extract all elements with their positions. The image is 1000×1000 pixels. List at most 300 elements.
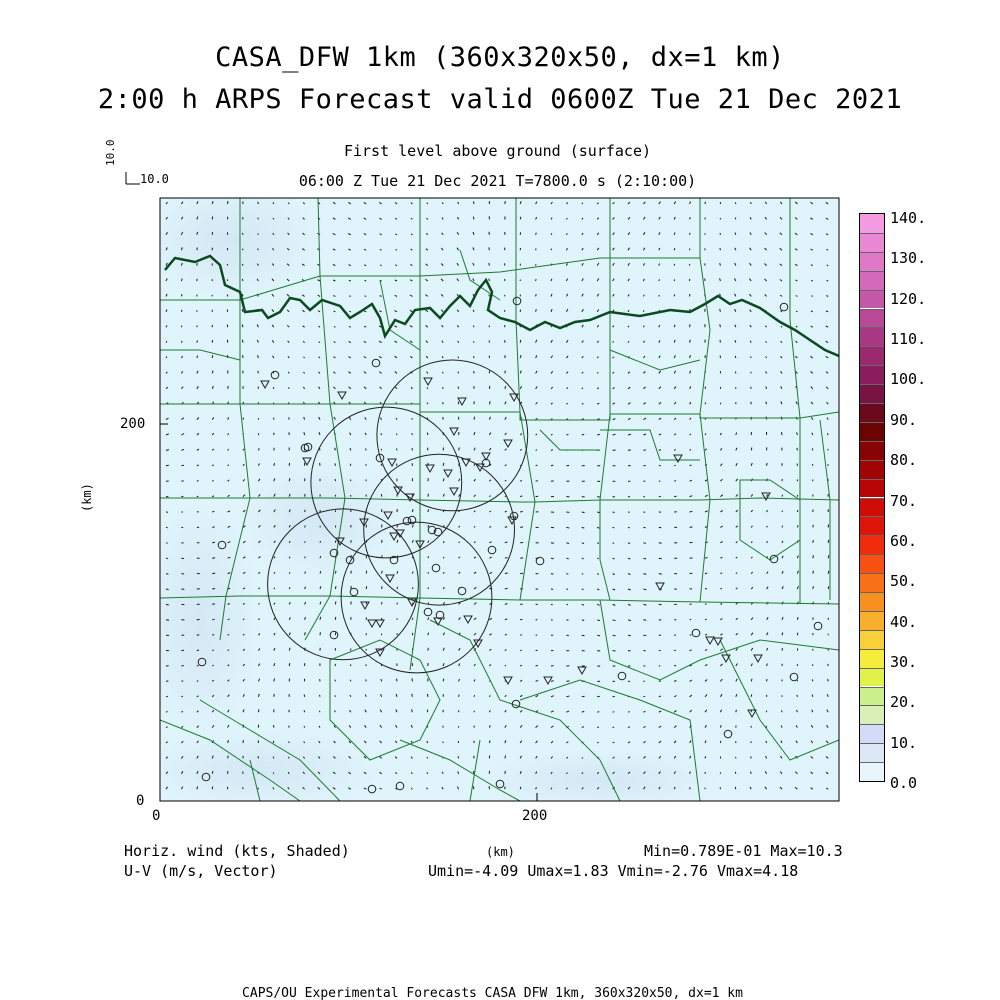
wind-vector	[566, 574, 568, 575]
colorbar-segment	[860, 611, 884, 630]
wind-vector	[489, 279, 490, 281]
field-legend-vector: U-V (m/s, Vector)	[124, 862, 278, 880]
wind-vector	[551, 450, 553, 451]
wind-vector	[412, 587, 413, 589]
wind-vector	[242, 340, 243, 343]
wind-vector	[566, 543, 569, 544]
wind-vector	[705, 756, 706, 758]
wind-vector	[551, 543, 554, 544]
wind-vector	[305, 510, 306, 512]
wind-vector	[274, 448, 275, 451]
colorbar-label: 50.	[890, 572, 918, 591]
field-legend-shaded: Horiz. wind (kts, Shaded)	[124, 842, 350, 860]
wind-vector	[335, 601, 336, 604]
wind-vector	[181, 310, 182, 312]
wind-vector	[228, 756, 229, 759]
wind-vector	[813, 525, 814, 528]
wind-vector	[720, 263, 721, 266]
wind-vector	[520, 340, 521, 343]
colorbar-segment	[860, 271, 884, 290]
wind-vector	[782, 526, 783, 528]
wind-vector	[242, 264, 243, 266]
wind-vector	[212, 589, 215, 590]
wind-vector	[365, 296, 367, 297]
reference-vector-u-label: 10.0	[140, 172, 169, 186]
wind-vector	[597, 727, 599, 728]
wind-vector	[474, 417, 475, 420]
wind-vector	[181, 465, 184, 466]
colorbar-segment	[860, 573, 884, 592]
wind-vector	[412, 509, 413, 512]
wind-vector	[720, 324, 721, 327]
wind-vector	[335, 571, 336, 574]
wind-vector	[412, 433, 413, 435]
wind-vector	[735, 218, 736, 220]
colorbar-segment	[860, 365, 884, 384]
wind-vector	[751, 202, 752, 204]
wind-vector	[643, 696, 645, 697]
wind-vector	[690, 527, 693, 528]
wind-vector	[351, 571, 352, 574]
wind-vector	[751, 694, 752, 696]
wind-vector	[166, 465, 169, 466]
wind-vector	[582, 620, 584, 621]
wind-vector	[582, 635, 585, 636]
wind-vector	[458, 372, 459, 374]
wind-vector	[505, 558, 508, 559]
wind-vector	[782, 432, 783, 435]
wind-vector	[305, 541, 306, 543]
wind-vector	[827, 280, 829, 281]
wind-vector	[289, 726, 290, 728]
wind-vector	[597, 497, 600, 498]
wind-vector	[397, 587, 398, 589]
wind-vector	[443, 679, 444, 682]
wind-vector	[643, 310, 644, 311]
y-tick-label-0: 0	[136, 793, 145, 809]
wind-vector	[335, 463, 336, 466]
wind-vector	[705, 573, 707, 574]
colorbar-label: 30.	[890, 652, 918, 671]
wind-vector	[319, 711, 320, 712]
wind-vector	[166, 574, 168, 575]
wind-vector	[489, 740, 490, 743]
wind-vector	[366, 449, 367, 451]
wind-vector	[212, 604, 215, 605]
wind-vector	[643, 604, 646, 605]
wind-vector	[489, 294, 490, 296]
wind-vector	[735, 787, 736, 789]
colorbar-segment	[860, 479, 884, 498]
wind-vector	[782, 648, 783, 651]
wind-vector	[351, 586, 352, 589]
wind-vector	[536, 249, 537, 251]
wind-vector	[613, 512, 615, 513]
wind-vector	[751, 387, 752, 389]
wind-vector	[582, 434, 584, 435]
uv-range-stats: Umin=-4.09 Umax=1.83 Vmin=-2.76 Vmax=4.18	[428, 862, 799, 880]
wind-vector	[334, 327, 335, 328]
wind-vector	[166, 620, 169, 621]
colorbar-label: 110.	[890, 330, 927, 349]
wind-vector	[720, 741, 721, 743]
wind-vector	[536, 233, 537, 235]
wind-vector	[582, 696, 585, 697]
wind-vector	[582, 558, 584, 559]
wind-vector	[212, 511, 214, 512]
wind-vector	[349, 311, 351, 312]
wind-vector	[520, 496, 522, 497]
wind-vector	[720, 248, 721, 250]
wind-vector	[674, 248, 675, 250]
footer-credit: CAPS/OU Experimental Forecasts CASA DFW 1km, 360x320x50, dx=1 km	[242, 986, 743, 1000]
colorbar-segment	[860, 214, 884, 233]
level-label: First level above ground (surface)	[343, 142, 652, 160]
wind-vector	[443, 372, 444, 373]
wind-vector	[228, 634, 230, 635]
wind-vector	[474, 695, 475, 697]
wind-vector	[258, 218, 259, 220]
wind-vector	[212, 573, 215, 574]
colorbar-segment	[860, 403, 884, 422]
wind-vector	[597, 558, 598, 559]
wind-vector	[551, 465, 553, 466]
colorbar-segment	[860, 516, 884, 535]
wind-vector	[382, 586, 383, 589]
wind-vector	[751, 756, 752, 758]
wind-vector	[273, 741, 274, 743]
wind-vector	[489, 247, 490, 250]
wind-vector	[443, 402, 444, 404]
wind-vector	[813, 540, 814, 543]
wind-vector	[366, 586, 367, 589]
wind-vector	[751, 448, 752, 451]
colorbar-label: 20.	[890, 693, 918, 712]
wind-vector	[396, 250, 397, 251]
colorbar-segment	[860, 705, 884, 724]
wind-vector	[412, 418, 413, 420]
wind-vector	[720, 309, 721, 312]
wind-vector	[212, 787, 213, 790]
wind-vector	[350, 464, 351, 466]
wind-vector	[212, 558, 215, 559]
wind-vector	[304, 710, 305, 712]
wind-vector	[473, 786, 474, 789]
colorbar-label: 140.	[890, 209, 927, 227]
wind-vector	[597, 527, 599, 528]
wind-vector	[289, 417, 290, 419]
colorbar-segment	[860, 422, 884, 441]
wind-vector	[505, 201, 506, 204]
wind-vector	[828, 555, 829, 558]
wind-vector	[428, 572, 429, 574]
wind-vector	[674, 294, 675, 296]
x-tick-label-200: 200	[522, 808, 548, 824]
wind-vector	[412, 572, 413, 574]
wind-vector	[582, 512, 585, 513]
wind-vector	[305, 557, 306, 559]
wind-vector	[551, 434, 553, 435]
wind-vector	[674, 481, 676, 482]
y-axis-label: (km)	[80, 483, 94, 512]
wind-vector	[690, 650, 692, 651]
colorbar	[859, 213, 885, 782]
wind-vector	[473, 326, 474, 328]
wind-vector	[304, 726, 305, 728]
title-line-2: 2:00 h ARPS Forecast valid 0600Z Tue 21 Dec 2021	[97, 84, 903, 115]
wind-vector	[181, 696, 182, 697]
colorbar-label: 0.0	[890, 774, 918, 792]
wind-vector	[197, 650, 199, 651]
wind-vector	[181, 294, 182, 296]
wind-vector	[381, 679, 382, 681]
wind-vector	[320, 617, 321, 620]
wind-vector	[520, 787, 521, 790]
wind-vector	[613, 543, 615, 544]
wind-vector	[382, 571, 383, 574]
wind-vector	[751, 372, 752, 374]
wind-vector	[289, 663, 290, 666]
wind-vector	[659, 295, 660, 296]
wind-vector	[582, 589, 584, 590]
wind-vector	[364, 265, 366, 266]
reference-vector-v-label: 10.0	[104, 139, 117, 166]
wind-vector	[243, 418, 244, 420]
wind-vector	[582, 527, 585, 528]
colorbar-segment	[860, 762, 884, 781]
wind-vector	[628, 712, 630, 713]
wind-vector	[782, 495, 783, 497]
wind-vector	[813, 586, 814, 589]
wind-vector	[811, 296, 813, 297]
wind-vector	[536, 481, 538, 482]
wind-vector	[212, 355, 213, 358]
wind-vector	[520, 481, 522, 482]
colorbar-segment	[860, 498, 884, 517]
wind-vector	[520, 217, 521, 220]
title-line-1: CASA_DFW 1km (360x320x50, dx=1 km)	[215, 42, 785, 73]
wind-vector	[489, 232, 490, 235]
wind-vector	[736, 710, 737, 712]
wind-vector	[536, 465, 538, 466]
colorbar-segment	[860, 649, 884, 668]
wind-vector	[797, 525, 798, 527]
wind-vector	[674, 665, 676, 666]
wind-vector	[813, 571, 814, 574]
wind-vector	[273, 218, 274, 219]
wind-vector	[443, 463, 444, 466]
wind-vector	[473, 217, 474, 220]
wind-vector	[397, 449, 398, 451]
wind-vector	[597, 434, 600, 435]
wind-vector	[767, 664, 768, 667]
wind-vector	[166, 681, 168, 682]
wind-vector	[412, 694, 413, 697]
wind-vector	[258, 202, 259, 204]
colorbar-segment	[860, 441, 884, 460]
wind-vector	[813, 555, 814, 558]
wind-vector	[197, 481, 199, 482]
wind-vector	[767, 526, 768, 527]
wind-vector	[551, 558, 554, 559]
wind-vector	[273, 387, 274, 389]
wind-vector	[320, 541, 321, 543]
wind-vector	[320, 556, 321, 558]
wind-vector	[428, 648, 429, 651]
wind-vector	[428, 494, 429, 497]
wind-vector	[766, 741, 767, 743]
wind-vector	[613, 712, 615, 713]
colorbar-label: 90.	[890, 410, 918, 429]
wind-vector	[427, 710, 428, 713]
wind-vector	[582, 574, 583, 575]
wind-vector	[828, 586, 829, 589]
wind-vector	[474, 771, 475, 774]
wind-vector	[536, 294, 537, 296]
wind-vector	[613, 635, 616, 636]
wind-vector	[536, 309, 537, 312]
wind-vector	[628, 635, 631, 636]
wind-vector	[643, 450, 646, 451]
wind-vector	[428, 588, 429, 590]
wind-vector	[659, 681, 661, 682]
wind-vector	[582, 543, 584, 544]
wind-vector	[628, 543, 630, 544]
wind-vector	[828, 449, 829, 451]
wind-vector	[597, 635, 600, 636]
wind-vector	[520, 650, 521, 651]
colorbar-segment	[860, 687, 884, 706]
wind-vector	[628, 450, 631, 451]
y-tick-label-200: 200	[120, 416, 146, 432]
wind-vector	[828, 540, 829, 543]
wind-vector	[628, 527, 630, 528]
x-tick-label-0: 0	[152, 808, 161, 824]
wind-vector	[643, 543, 645, 544]
wind-vector	[551, 574, 553, 575]
wind-vector	[396, 434, 397, 435]
wind-vector	[505, 573, 508, 574]
wind-vector	[397, 679, 398, 682]
wind-vector	[812, 695, 813, 697]
wind-vector	[690, 635, 692, 636]
wind-vector	[582, 604, 584, 605]
wind-vector	[690, 787, 691, 789]
wind-vector	[812, 448, 813, 450]
wind-vector	[381, 449, 382, 451]
wind-vector	[242, 279, 243, 281]
wind-vector	[320, 695, 321, 697]
wind-vector	[289, 741, 290, 743]
wind-vector	[751, 357, 752, 359]
wind-vector	[489, 263, 490, 266]
wind-vector	[520, 635, 522, 636]
wind-vector	[166, 558, 168, 559]
wind-vector	[474, 341, 475, 343]
wind-vector	[690, 340, 691, 343]
wind-vector	[597, 742, 598, 743]
wind-vector	[243, 233, 244, 235]
wind-vector	[735, 356, 736, 358]
wind-vector	[566, 434, 568, 435]
wind-vector	[273, 757, 274, 759]
wind-vector	[181, 681, 183, 682]
wind-vector	[659, 558, 662, 559]
wind-vector	[365, 280, 367, 281]
wind-vector	[289, 478, 290, 481]
wind-vector	[212, 619, 214, 620]
wind-vector	[305, 526, 306, 528]
wind-vector	[258, 233, 259, 234]
wind-vector	[782, 511, 783, 512]
wind-vector	[505, 371, 506, 374]
wind-vector	[720, 588, 721, 589]
wind-vector	[797, 617, 798, 620]
colorbar-label: 120.	[890, 289, 927, 308]
wind-vector	[228, 386, 229, 389]
wind-vector	[335, 695, 336, 697]
wind-vector	[659, 279, 660, 281]
wind-vector	[613, 527, 615, 528]
x-axis-label: (km)	[486, 845, 515, 859]
wind-vector	[273, 772, 274, 773]
colorbar-segment	[860, 252, 884, 271]
wind-vector	[597, 512, 599, 513]
wind-vector	[705, 619, 707, 620]
wind-vector	[811, 280, 813, 281]
wind-vector	[166, 712, 168, 713]
wind-vector	[212, 650, 214, 651]
wind-vector	[212, 217, 213, 220]
wind-vector	[828, 571, 829, 574]
wind-vector	[520, 511, 523, 512]
wind-vector	[505, 771, 506, 774]
wind-vector	[705, 558, 708, 559]
wind-vector	[258, 371, 259, 374]
wind-vector	[781, 726, 782, 728]
wind-vector	[166, 696, 168, 697]
wind-vector	[349, 280, 351, 281]
wind-vector	[427, 387, 428, 389]
colorbar-segment	[860, 668, 884, 687]
wind-vector	[613, 727, 615, 728]
wind-vector	[397, 571, 398, 573]
wind-vector	[458, 756, 459, 758]
wind-vector	[705, 387, 706, 389]
wind-vector	[597, 712, 599, 713]
wind-vector	[274, 679, 275, 682]
wind-vector	[551, 681, 554, 682]
wind-vector	[458, 357, 459, 358]
wind-vector	[397, 540, 398, 543]
wind-vector	[197, 665, 199, 666]
wind-vector	[536, 665, 538, 666]
wind-vector	[566, 527, 569, 528]
wind-vector	[458, 387, 459, 389]
wind-vector	[566, 681, 569, 682]
wind-vector	[212, 527, 215, 528]
wind-vector	[166, 589, 169, 590]
colorbar-segment	[860, 346, 884, 365]
wind-vector	[520, 232, 521, 235]
wind-vector	[366, 571, 367, 574]
wind-vector	[536, 279, 537, 281]
wind-vector	[797, 448, 798, 451]
wind-vector	[674, 465, 676, 466]
colorbar-label: 70.	[890, 491, 918, 510]
wind-vector	[705, 604, 707, 605]
wind-vector	[197, 248, 198, 251]
